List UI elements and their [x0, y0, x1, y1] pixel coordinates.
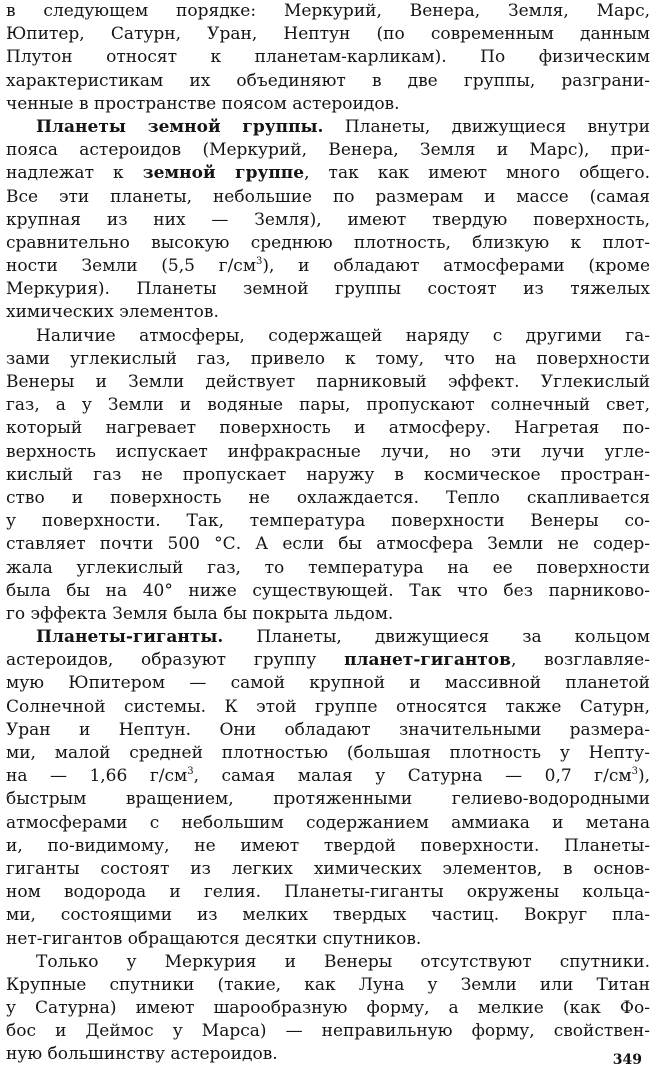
- text-line: газ, а у Земли и водяные пары, пропускают солнечный свет,: [6, 395, 650, 416]
- paragraph-order: [6, 0, 650, 116]
- page-number: 349: [612, 1052, 642, 1068]
- text-line: гиганты состоят из легких химических элементов, в основ-: [6, 858, 650, 879]
- text-line: го эффекта Земля была бы покрыта льдом.: [6, 603, 394, 624]
- text-line: Наличие атмосферы, содержащей наряду с другими га-: [36, 325, 650, 346]
- text-line: Меркурия). Планеты земной группы состоят из тяжелых: [6, 279, 650, 300]
- text-line: у поверхности. Так, температура поверхности Венеры со-: [6, 511, 650, 532]
- heading-giants: Планеты-гиганты.: [36, 627, 224, 648]
- paragraph-satellites: [6, 951, 650, 1067]
- text-line: ставляет почти 500 °С. А если бы атмосфера Земли не содер-: [6, 534, 650, 555]
- text-line: была бы на 40° ниже существующей. Так что без парниково-: [6, 580, 650, 601]
- text-line: Планеты-гиганты. Планеты, движущиеся за кольцом: [36, 627, 650, 648]
- text-line: быстрым вращением, протяженными гелиево-водородными: [6, 789, 650, 810]
- text-line: Планеты земной группы. Планеты, движущиеся внутри: [36, 116, 650, 137]
- text-line: Плутон относят к планетам-карликам). По физическим: [6, 47, 650, 68]
- text-line: нет-гигантов обращаются десятки спутников.: [6, 928, 422, 949]
- text-line: ченные в пространстве поясом астероидов.: [6, 93, 400, 114]
- paragraph-greenhouse: [6, 325, 650, 626]
- paragraph-giants: [6, 626, 650, 951]
- text-line: ми, состоящими из мелких твердых частиц. Вокруг пла-: [6, 905, 650, 926]
- text-line: кислый газ не пропускает наружу в космическое простран-: [6, 464, 650, 485]
- text-line: характеристикам их объединяют в две группы, разграни-: [6, 70, 650, 91]
- text-line: ности Земли (5,5 $г/см^3$), и обладают атмосферами (кроме: [6, 256, 650, 277]
- text-line: астероидов, образуют группу планет-гигантов, возглавляе-: [6, 650, 650, 671]
- text-line: пояса астероидов (Меркурий, Венера, Земля и Марс), при-: [6, 140, 650, 161]
- text-line: на — 1,66 $г/см^3$, самая малая у Сатурна — 0,7 $г/см^3$),: [6, 766, 650, 787]
- text-line: мую Юпитером — самой крупной и массивной планетой: [6, 673, 650, 694]
- text-line: Венеры и Земли действует парниковый эффект. Углекислый: [6, 372, 650, 392]
- text-line: сравнительно высокую среднюю плотность, близкую к плот-: [6, 232, 650, 253]
- page-body: [6, 0, 650, 1067]
- text-line: химических элементов.: [6, 302, 219, 323]
- heading-terrestrial: Планеты земной группы.: [36, 116, 324, 137]
- term-giant-planets: планет-гигантов: [344, 650, 511, 671]
- text-line: который нагревает поверхность и атмосферу. Нагретая по-: [6, 418, 650, 439]
- text-line: ми, малой средней плотностью (большая плотность у Непту-: [6, 743, 650, 763]
- text-line: жала углекислый газ, то температура на ее поверхности: [6, 557, 650, 578]
- text-line: надлежат к земной группе, так как имеют много общего.: [6, 163, 651, 184]
- text-line: зами углекислый газ, привело к тому, что на поверхности: [6, 348, 650, 369]
- text-line: ном водорода и гелия. Планеты-гиганты окружены кольца-: [6, 882, 650, 903]
- text-line: атмосферами с небольшим содержанием аммиака и метана: [6, 812, 650, 833]
- text-line: Юпитер, Сатурн, Уран, Нептун (по современным данным: [6, 24, 650, 45]
- text-line: ную большинству астероидов.: [6, 1044, 278, 1065]
- text-line: ство и поверхность не охлаждается. Тепло скапливается: [6, 487, 650, 508]
- text-line: в следующем порядке: Меркурий, Венера, Земля, Марс,: [6, 1, 650, 21]
- paragraph-terrestrial: [6, 116, 650, 325]
- text-line: Крупные спутники (такие, как Луна у Земли или Титан: [6, 974, 650, 995]
- text-line: Все эти планеты, небольшие по размерам и массе (самая: [6, 186, 650, 207]
- term-terrestrial-group: земной группе: [142, 163, 305, 184]
- text-line: крупная из них — Земля), имеют твердую поверхность,: [6, 209, 650, 230]
- text-line: у Сатурна) имеют шарообразную форму, а мелкие (как Фо-: [6, 998, 650, 1019]
- text-line: бос и Деймос у Марса) — неправильную форму, свойствен-: [6, 1021, 650, 1042]
- text-line: верхность испускает инфракрасные лучи, но эти лучи угле-: [6, 441, 650, 462]
- text-line: Уран и Нептун. Они обладают значительными размера-: [6, 719, 650, 740]
- text-line: и, по-видимому, не имеют твердой поверхности. Планеты-: [6, 835, 650, 856]
- text-line: Солнечной системы. К этой группе относятся также Сатурн,: [6, 696, 650, 717]
- text-line: Только у Меркурия и Венеры отсутствуют спутники.: [36, 951, 650, 972]
